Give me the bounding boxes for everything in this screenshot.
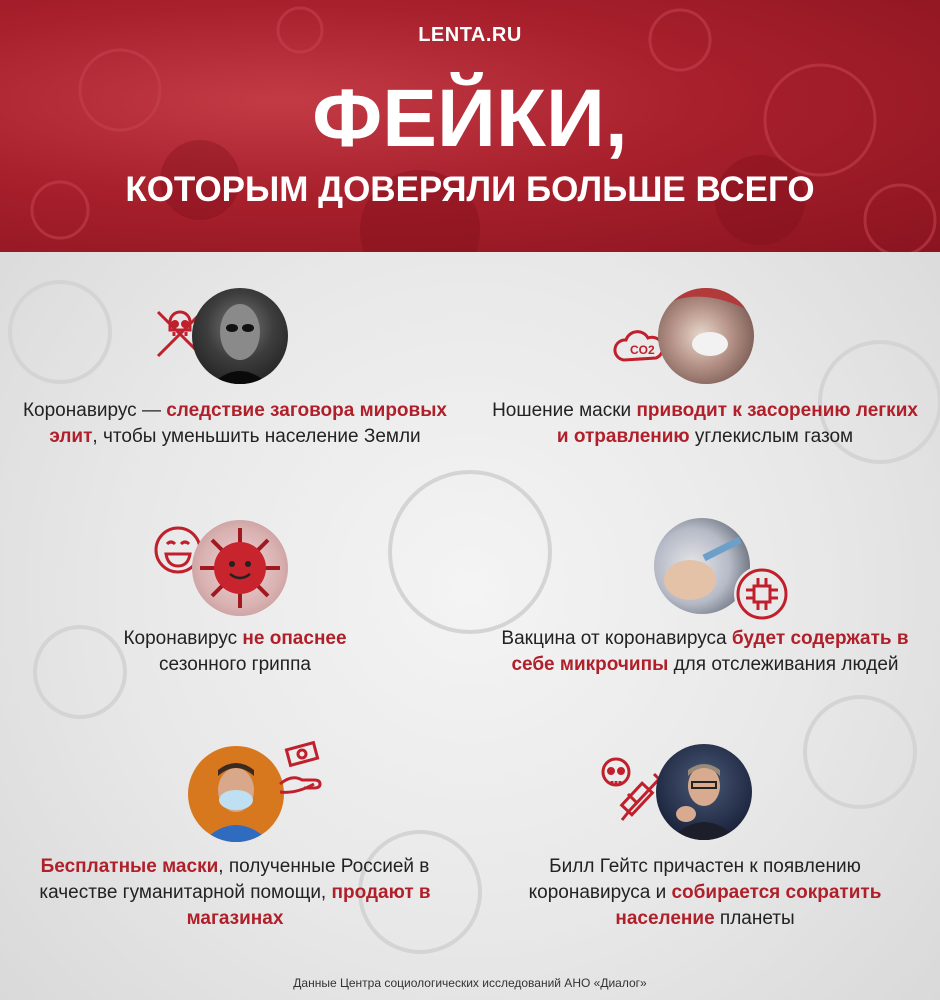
fake-text-4: Вакцина от коронавируса будет содержать в себе микрочипы для отслеживания людей	[501, 628, 909, 675]
site-logo[interactable]: LENTA.RU	[418, 24, 522, 46]
fake-text-1: Коронавирус — следствие заговора мировых элит, чтобы уменьшить население Земли	[22, 400, 447, 447]
money-hand-icon	[274, 740, 330, 796]
header-banner	[0, 0, 940, 252]
skull-syringe-icon	[600, 752, 656, 808]
fake-text-5: Бесплатные маски, полученные Россией в качестве гуманитарной помощи, продают в магазинах	[39, 856, 431, 929]
fake-text-2: Ношение маски приводит к засорению легких и отравлению углекислым газом	[492, 400, 918, 447]
fake-text-6: Билл Гейтс причастен к появлению коронавируса и собирается сократить население планеты	[528, 856, 882, 929]
woman-in-mask-photo	[658, 288, 754, 384]
microchip-icon	[734, 566, 790, 622]
bill-gates-photo	[656, 744, 752, 840]
fake-text-3: Коронавирус не опаснее сезонного гриппа	[123, 628, 347, 675]
page-title: ФЕЙКИ,	[312, 73, 628, 164]
man-in-mask-photo	[188, 746, 284, 842]
svg-text:CO2: CO2	[630, 343, 655, 357]
page-subtitle: КОТОРЫМ ДОВЕРЯЛИ БОЛЬШЕ ВСЕГО	[125, 170, 815, 209]
alien-portrait-photo	[192, 288, 288, 384]
source-footnote: Данные Центра социологических исследований АНО «Диалог»	[293, 976, 647, 990]
smiling-virus-photo	[192, 520, 288, 616]
